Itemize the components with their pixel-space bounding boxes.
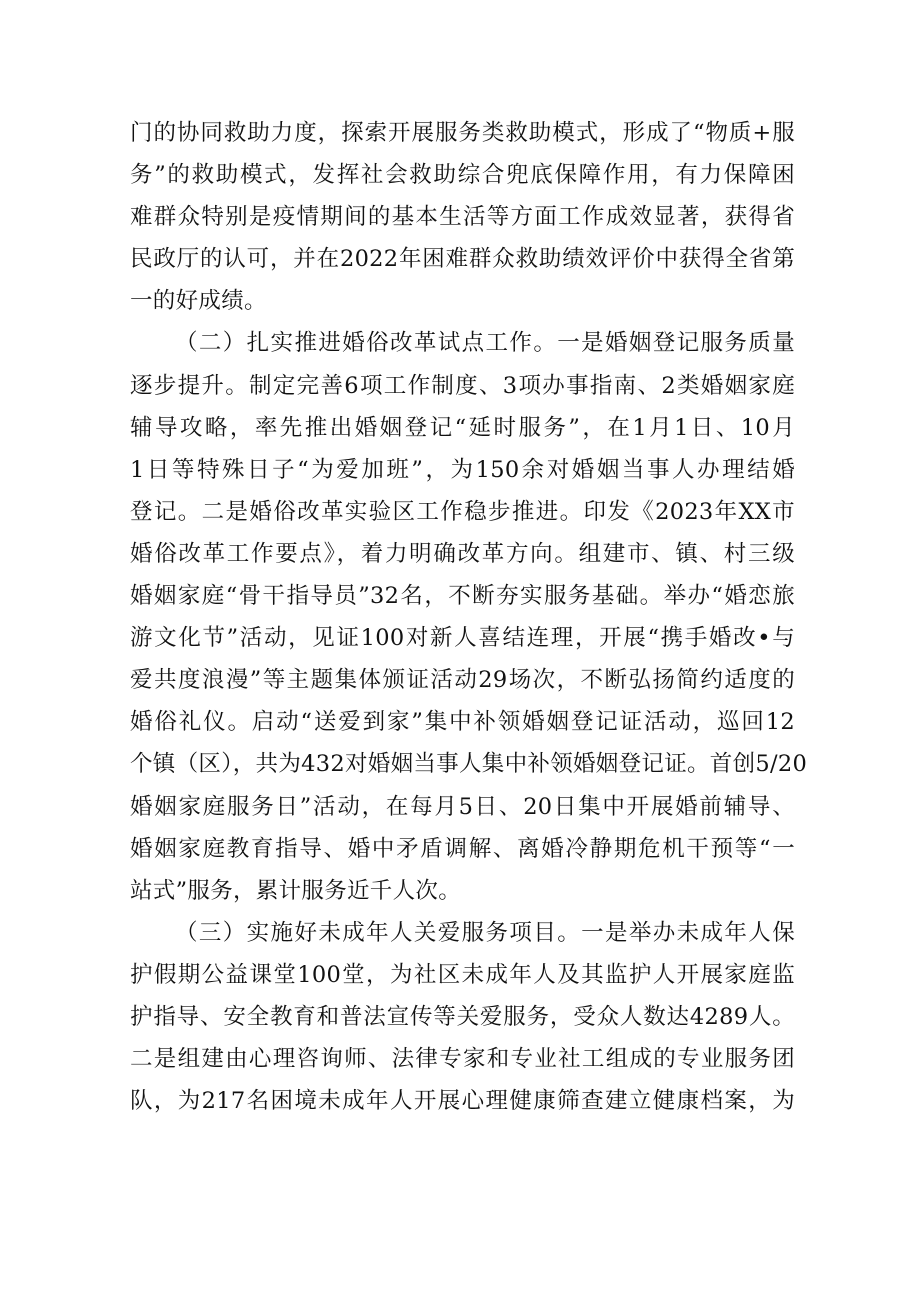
text-line: 游文化节”活动，见证100对新人喜结连理，开展“携手婚改•与 <box>130 625 795 652</box>
text-line: （三）实施好未成年人关爱服务项目。一是举办未成年人保 <box>175 919 795 946</box>
text-line: 婚俗礼仪。启动“送爱到家”集中补领婚姻登记证活动，巡回12 <box>130 709 795 736</box>
text-line: 民政厅的认可，并在2022年困难群众救助绩效评价中获得全省第 <box>130 246 795 273</box>
text-line: 难群众特别是疫情期间的基本生活等方面工作成效显著，获得省 <box>130 204 795 231</box>
text-line: 登记。二是婚俗改革实验区工作稳步推进。印发《2023年XX市 <box>130 498 795 525</box>
text-line: 二是组建由心理咨询师、法律专家和专业社工组成的专业服务团 <box>130 1046 795 1073</box>
body-text <box>130 112 808 1122</box>
text-line: 婚姻家庭服务日”活动，在每月5日、20日集中开展婚前辅导、 <box>130 793 795 820</box>
text-line: 个镇（区），共为432对婚姻当事人集中补领婚姻登记证。首创5/20 <box>130 751 808 778</box>
text-line: 一的好成绩。 <box>130 288 267 315</box>
text-line: 辅导攻略，率先推出婚姻登记“延时服务”，在1月1日、10月 <box>130 414 795 441</box>
text-line: 务”的救助模式，发挥社会救助综合兜底保障作用，有力保障困 <box>130 162 795 189</box>
text-line: 护指导、安全教育和普法宣传等关爱服务，受众人数达4289人。 <box>130 1003 795 1030</box>
text-line: 婚姻家庭“骨干指导员”32名，不断夯实服务基础。举办“婚恋旅 <box>130 583 795 610</box>
text-line: 婚俗改革工作要点》，着力明确改革方向。组建市、镇、村三级 <box>130 540 795 567</box>
text-line: 逐步提升。制定完善6项工作制度、3项办事指南、2类婚姻家庭 <box>130 372 795 399</box>
text-line: （二）扎实推进婚俗改革试点工作。一是婚姻登记服务质量 <box>175 330 795 357</box>
text-line: 婚姻家庭教育指导、婚中矛盾调解、离婚冷静期危机干预等“一 <box>130 835 795 862</box>
text-line: 爱共度浪漫”等主题集体颁证活动29场次，不断弘扬简约适度的 <box>130 667 795 694</box>
text-line: 门的协同救助力度，探索开展服务类救助模式，形成了“物质+服 <box>130 120 795 146</box>
text-line: 队，为217名困境未成年人开展心理健康筛查建立健康档案，为 <box>130 1088 795 1115</box>
text-line: 1日等特殊日子“为爱加班”，为150余对婚姻当事人办理结婚 <box>130 456 795 483</box>
text-line: 护假期公益课堂100堂，为社区未成年人及其监护人开展家庭监 <box>130 961 795 988</box>
text-line: 站式”服务，累计服务近千人次。 <box>130 877 462 904</box>
